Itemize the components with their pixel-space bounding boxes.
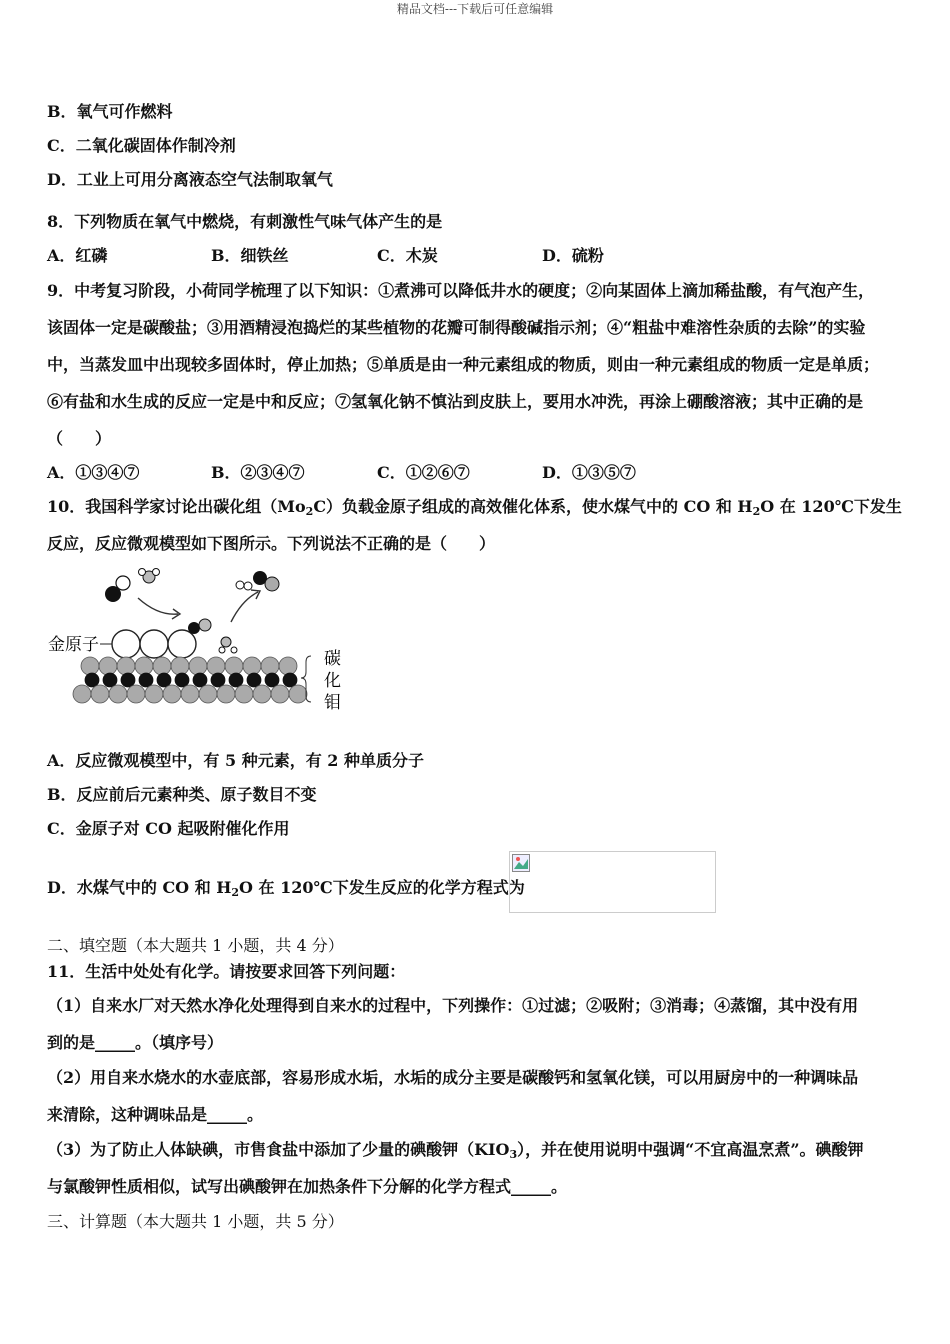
q11-part3-line1: （3）为了防止人体缺碘，市售食盐中添加了少量的碘酸钾$(KIO_3)$，并在使用说明中强调“不宜高温烹煮”。碘酸钾 [47,1140,864,1161]
q9-stem-line2: 该固体一定是碳酸盐；③用酒精浸泡捣烂的某些植物的花瓣可制得酸碱指示剂；④“粗盐中难溶性杂质的去除”的实验 [47,318,866,337]
support-atom [181,685,199,703]
support-atom [81,657,99,675]
support-label-3: 钼 [324,693,341,713]
support-atom [103,673,117,687]
q11-stem: 11．生活中处处有化学。请按要求回答下列问题： [47,962,406,981]
q11-part1-line2: 到的是_____。（填序号） [47,1033,224,1052]
support-atom [99,657,117,675]
q7-option-b: B．氧气可作燃料 [47,102,173,121]
support-atom [265,673,279,687]
support-atom [135,657,153,675]
support-atom [145,685,163,703]
q9-stem-line5: （ ） [47,429,112,448]
support-atom [279,657,297,675]
q10-option-b: B．反应前后元素种类、原子数目不变 [47,785,317,804]
section-calc-title: 三、计算题（本大题共 1 小题，共 5 分） [47,1212,344,1231]
support-atom [199,685,217,703]
co2-molecule-right [236,571,279,591]
support-atom [247,673,261,687]
q8-option-d: D．硫粉 [542,246,604,265]
support-atom [217,685,235,703]
support-atom [73,685,91,703]
q11-part1-line1: （1）自来水厂对天然水净化处理得到自来水的过程中，下列操作：①过滤；②吸附；③消毒；④蒸馏，其中没有用 [47,996,859,1015]
section-fill-in-title: 二、填空题（本大题共 1 小题，共 4 分） [47,936,344,955]
q8-option-b: B．细铁丝 [211,246,289,265]
q7-option-d: D．工业上可用分离液态空气法制取氧气 [47,170,333,189]
broken-image-icon [512,854,530,872]
q8-option-c: C．木炭 [377,246,438,265]
support-atom [163,685,181,703]
gold-atoms [112,630,196,658]
q10-stem-line1: 10．我国科学家讨论出碳化组$(Mo_2C)$负载金原子组成的高效催化体系，使水煤气中的 CO 和 $H_2O$ 在 120℃下发生 [47,497,902,518]
q9-option-c: C．①②⑥⑦ [377,463,470,482]
support-atom [235,685,253,703]
q11-part2-line2: 来清除，这种调味品是_____。 [47,1105,264,1124]
molybdenum-carbide-support [73,657,307,703]
support-atom [127,685,145,703]
support-atom [91,685,109,703]
q9-stem-line4: ⑥有盐和水生成的反应一定是中和反应；⑦氢氧化钠不慎沾到皮肤上，要用水冲洗，再涂上硼酸溶液；其中正确的是 [47,392,864,411]
support-label-1: 碳 [324,649,341,669]
support-atom [289,685,307,703]
reaction-model-figure [46,564,356,716]
support-atom [121,673,135,687]
q10-option-d: D．水煤气中的 CO 和 $H_2O$ 在 120℃下发生反应的化学方程式为 [47,878,525,899]
q9-option-d: D．①③⑤⑦ [542,463,636,482]
support-atom [157,673,171,687]
support-atom [283,673,297,687]
q9-option-a: A．①③④⑦ [47,463,140,482]
support-label-2: 化 [324,671,341,691]
q10-option-c: C．金原子对 CO 起吸附催化作用 [47,819,290,838]
q10-stem-line2: 反应，反应微观模型如下图所示。下列说法不正确的是（ ） [47,534,496,553]
support-atom [153,657,171,675]
q8-option-a: A．红磷 [47,246,108,265]
h2o-molecule-left [139,569,160,584]
support-atom [175,673,189,687]
support-atom [229,673,243,687]
q9-option-b: B．②③④⑦ [211,463,305,482]
q9-stem-line3: 中，当蒸发皿中出现较多固体时，停止加热；⑤单质是由一种元素组成的物质，则由一种元素组成的物质一定是单质； [47,355,880,374]
q8-stem: 8．下列物质在氧气中燃烧，有刺激性气味气体产生的是 [47,212,443,231]
q11-part3-line2: 与氯酸钾性质相似，试写出碘酸钾在加热条件下分解的化学方程式_____。 [47,1177,568,1196]
q9-stem-line1: 9．中考复习阶段，小荷同学梳理了以下知识：①煮沸可以降低井水的硬度；②向某固体上滴加稀盐酸，有气泡产生， [47,281,875,300]
support-atom [193,673,207,687]
support-atom [189,657,207,675]
support-atom [117,657,135,675]
support-atom [225,657,243,675]
q10-option-a: A．反应微观模型中，有 5 种元素，有 2 种单质分子 [47,751,424,770]
equation-image-placeholder [509,851,716,913]
support-atom [271,685,289,703]
q7-option-c: C．二氧化碳固体作制冷剂 [47,136,236,155]
support-atom [207,657,225,675]
gold-atom-label: 金原子 [48,635,99,655]
support-atom [261,657,279,675]
support-atom [109,685,127,703]
support-atom [253,685,271,703]
q11-part2-line1: （2）用自来水烧水的水壶底部，容易形成水垢，水垢的成分主要是碳酸钙和氢氧化镁，可以用厨房中的一种调味品 [47,1068,859,1087]
support-atom [171,657,189,675]
support-atom [243,657,261,675]
support-atom [211,673,225,687]
support-atom [85,673,99,687]
co-molecule-left [105,576,130,602]
support-atom [139,673,153,687]
page-header: 精品文档---下载后可任意编辑 [396,2,554,16]
